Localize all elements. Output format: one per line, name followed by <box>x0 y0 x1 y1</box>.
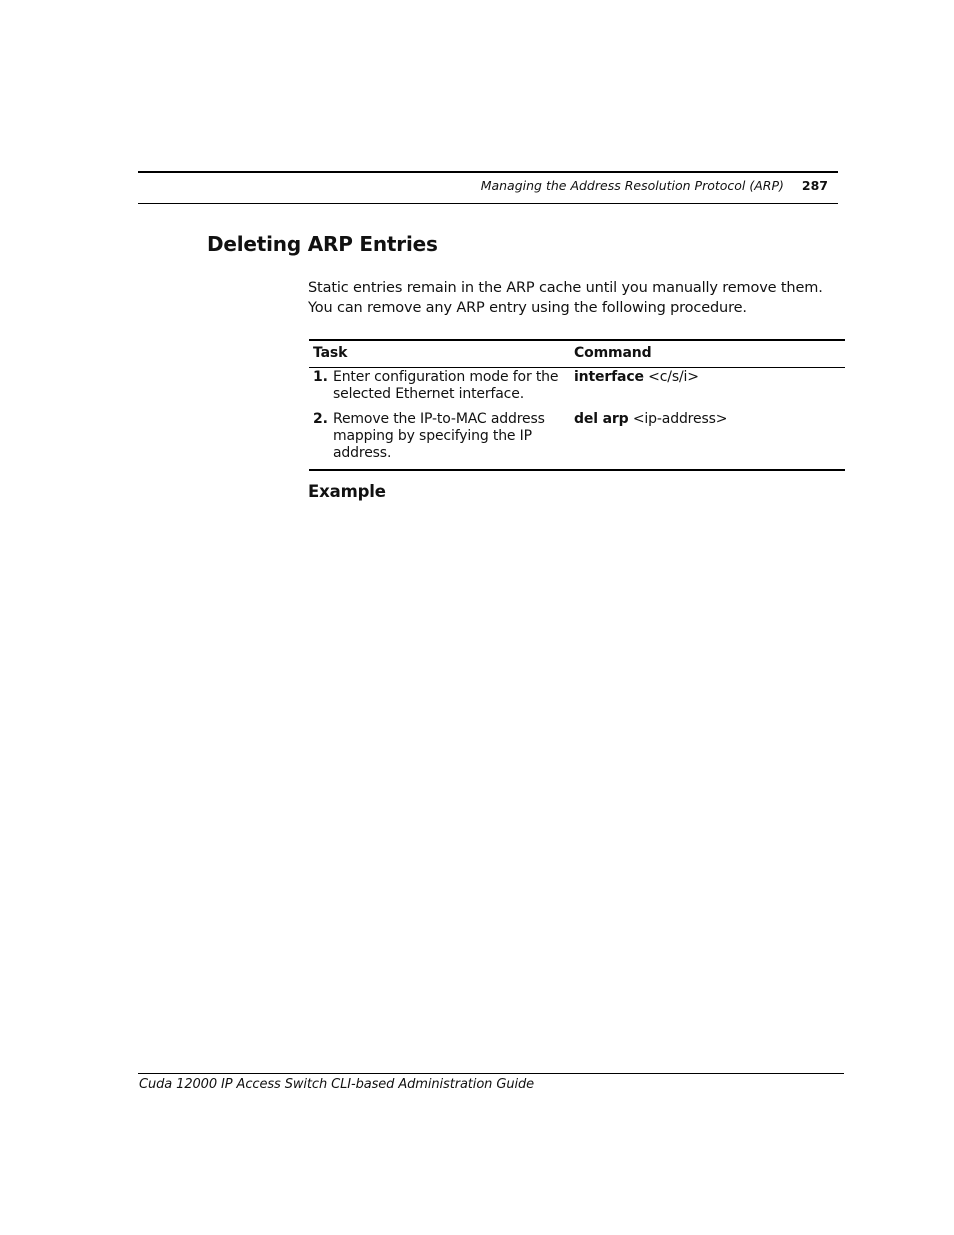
footer-text: Cuda 12000 IP Access Switch CLI-based Administration Guide <box>139 1077 535 1092</box>
task-command-table <box>309 339 845 471</box>
section-title: Deleting ARP Entries <box>207 232 438 256</box>
running-head <box>481 178 828 193</box>
column-header-task: Task <box>309 340 570 368</box>
header-rule-bottom <box>138 203 838 204</box>
footer-rule <box>138 1073 844 1074</box>
command-keyword: interface <box>574 369 644 385</box>
command-args: <c/s/i> <box>643 369 699 385</box>
table-header-row <box>309 340 845 368</box>
step-number: 2. <box>313 411 328 427</box>
command-cell <box>570 411 845 470</box>
task-text: Remove the IP-to-MAC address mapping by specifying the IP address. <box>333 411 545 461</box>
subsection-title: Example <box>308 482 386 501</box>
table-row <box>309 368 845 412</box>
header-rule-top <box>138 171 838 173</box>
command-keyword: del arp <box>574 411 629 427</box>
task-text: Enter configuration mode for the selected Ethernet interface. <box>333 369 559 402</box>
task-cell <box>309 368 570 412</box>
column-header-command: Command <box>570 340 845 368</box>
step-number: 1. <box>313 369 328 385</box>
table-row <box>309 411 845 470</box>
command-args: <ip-address> <box>628 411 728 427</box>
intro-paragraph: Static entries remain in the ARP cache until you manually remove them. You can remove any ARP entry using the following procedure. <box>308 280 823 316</box>
command-cell <box>570 368 845 412</box>
page-number: 287 <box>801 178 828 193</box>
chapter-title: Managing the Address Resolution Protocol (ARP) <box>480 178 784 193</box>
task-cell <box>309 411 570 470</box>
